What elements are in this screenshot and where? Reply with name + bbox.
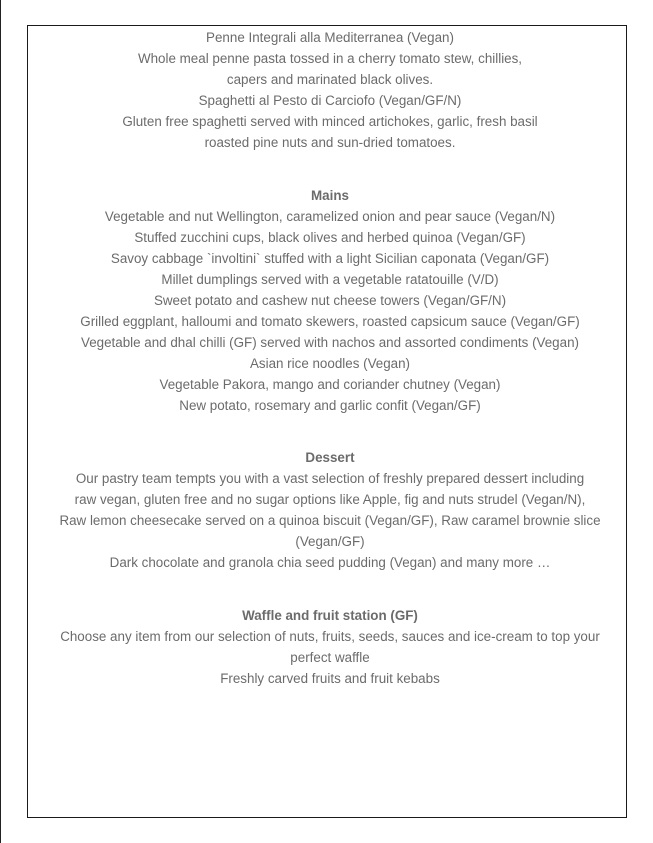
page-edge-line [0,0,1,843]
dessert-line: Raw lemon cheesecake served on a quinoa biscuit (Vegan/GF), Raw caramel brownie slice [59,513,601,528]
intro-line: capers and marinated black olives. [226,72,434,87]
intro-line: roasted pine nuts and sun-dried tomatoes. [204,135,456,150]
intro-line: Whole meal penne pasta tossed in a cherry tomato stew, chillies, [137,51,523,66]
waffle-line: perfect waffle [290,650,370,665]
intro-line: Spaghetti al Pesto di Carciofo (Vegan/GF/N) [198,93,462,108]
section-spacer [46,573,614,605]
mains-item: Millet dumplings served with a vegetable ratatouille (V/D) [161,272,499,287]
dessert-line: Dark chocolate and granola chia seed pudding (Vegan) and many more … [109,555,551,570]
intro-line: Penne Integrali alla Mediterranea (Vegan) [206,30,454,45]
intro-section [46,27,614,153]
menu-content [46,27,614,689]
mains-heading: Mains [311,188,349,203]
dessert-line: Our pastry team tempts you with a vast selection of freshly prepared dessert including [75,471,585,486]
mains-item: Grilled eggplant, halloumi and tomato skewers, roasted capsicum sauce (Vegan/GF) [80,314,580,329]
intro-line: Gluten free spaghetti served with minced artichokes, garlic, fresh basil [122,114,538,129]
section-spacer [46,416,614,447]
mains-item: Vegetable and dhal chilli (GF) served with nachos and assorted condiments (Vegan) [81,335,579,350]
waffle-line: Freshly carved fruits and fruit kebabs [220,671,440,686]
mains-item: Stuffed zucchini cups, black olives and herbed quinoa (Vegan/GF) [134,230,526,245]
dessert-section [46,447,614,573]
mains-item: Savoy cabbage `involtini` stuffed with a light Sicilian caponata (Vegan/GF) [110,251,550,266]
waffle-section [46,605,614,689]
mains-item: Vegetable and nut Wellington, caramelized onion and pear sauce (Vegan/N) [104,209,556,224]
mains-item: Asian rice noodles (Vegan) [249,356,411,371]
mains-item: Vegetable Pakora, mango and coriander chutney (Vegan) [159,377,501,392]
mains-item: Sweet potato and cashew nut cheese towers (Vegan/GF/N) [153,293,507,308]
waffle-line: Choose any item from our selection of nuts, fruits, seeds, sauces and ice-cream to top your [60,629,600,644]
waffle-heading: Waffle and fruit station (GF) [242,608,418,623]
section-spacer [46,153,614,185]
dessert-heading: Dessert [305,450,355,465]
mains-item: New potato, rosemary and garlic confit (Vegan/GF) [179,398,481,413]
mains-section [46,185,614,416]
dessert-line: (Vegan/GF) [295,534,365,549]
dessert-line: raw vegan, gluten free and no sugar options like Apple, fig and nuts strudel (Vegan/N), [74,492,586,507]
